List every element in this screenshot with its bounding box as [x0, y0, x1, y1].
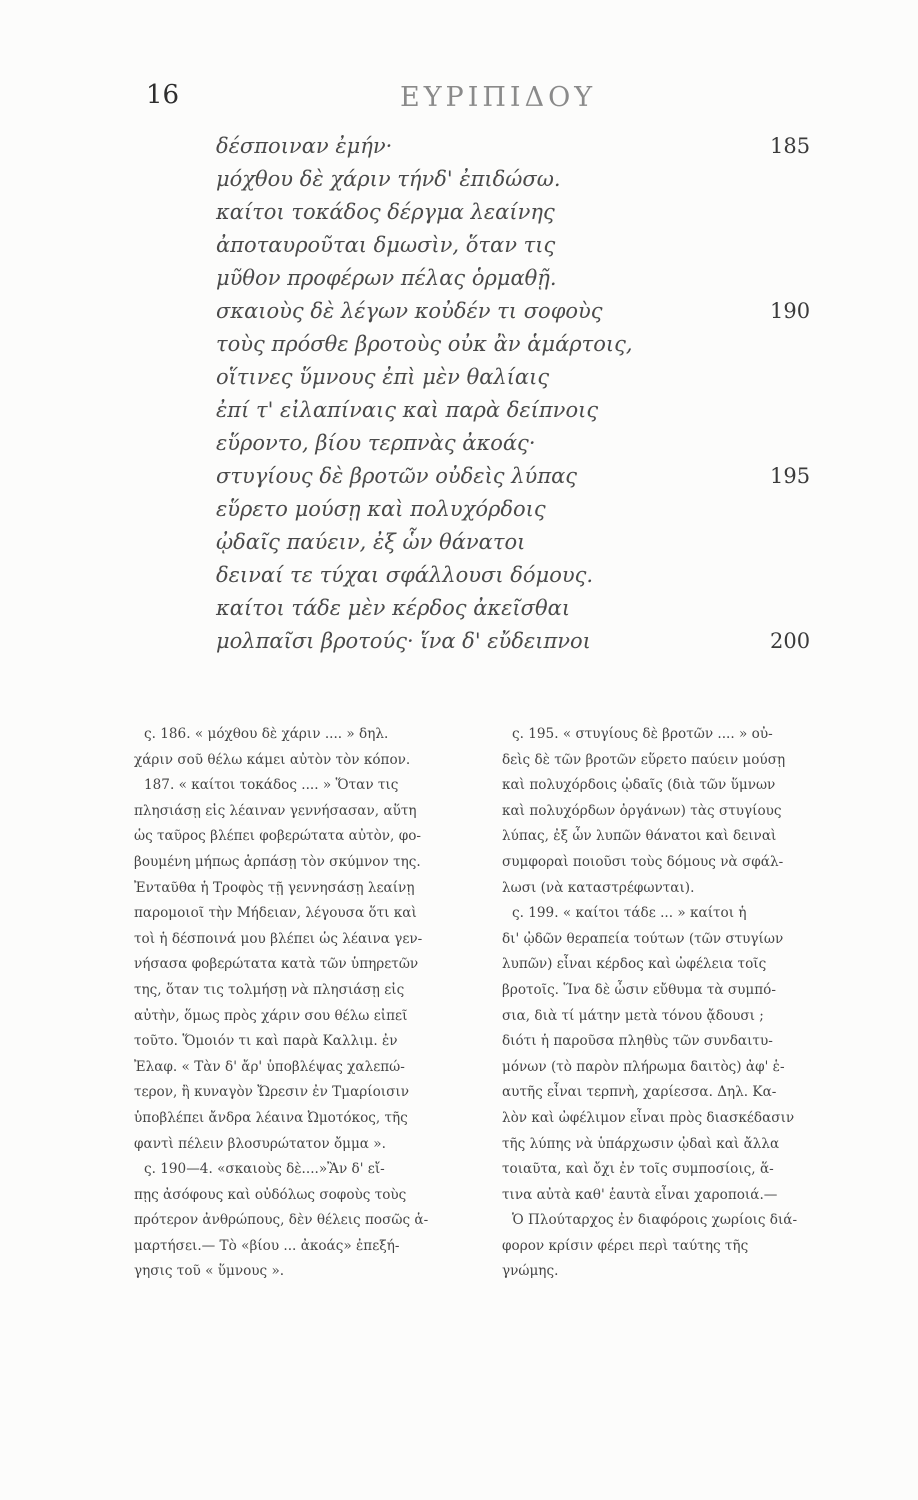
verse-text: ἀποταυροῦται δμωσὶν, ὅταν τις: [216, 233, 556, 257]
note-line: 187. « καίτοι τοκάδος .... » Ὅταν τις: [144, 777, 399, 794]
note-line: πῃς ἀσόφους καὶ οὐδόλως σοφοὺς τοὺς: [134, 1186, 407, 1203]
note-line: διότι ἡ παροῦσα πληθὺς τῶν συνδαιτυ-: [502, 1033, 773, 1050]
verse-line: [216, 196, 836, 229]
notes-column-right: [502, 722, 842, 1285]
note-line: της, ὅταν τις τολμήσῃ νὰ πλησιάσῃ εἰς: [134, 981, 405, 998]
note-line: ὡς ταῦρος βλέπει φοβερώτατα αὐτὸν, φο-: [134, 828, 421, 845]
verse-line: [216, 493, 836, 526]
note-line: βροτοῖς. Ἵνα δὲ ὦσιν εὔθυμα τὰ συμπό-: [502, 981, 776, 998]
note-line: λυπῶν) εἶναι κέρδος καὶ ὠφέλεια τοῖς: [502, 956, 767, 973]
note-line: δι' ᾠδῶν θεραπεία τούτων (τῶν στυγίων: [502, 930, 784, 947]
note-line: τοὶ ἡ δέσποινά μου βλέπει ὡς λέαινα γεν-: [134, 930, 423, 947]
note-line: μαρτήσει.— Τὸ «βίου ... ἀκοάς» ἐπεξή-: [134, 1237, 400, 1254]
verse-text: μόχθου δὲ χάριν τήνδ' ἐπιδώσω.: [216, 167, 561, 191]
verse-line: [216, 625, 836, 658]
verse-text: ἐπί τ' εἰλαπίναις καὶ παρὰ δείπνοις: [216, 398, 599, 422]
verse-text: μολπαῖσι βροτούς· ἵνα δ' εὔδειπνοι: [216, 629, 591, 653]
note-line: ς. 199. « καίτοι τάδε ... » καίτοι ἡ: [512, 905, 747, 922]
note-line: φαντὶ πέλειν βλοσυρώτατον ὄμμα ».: [134, 1135, 386, 1152]
note-line: φορον κρίσιν φέρει περὶ ταύτης τῆς: [502, 1237, 749, 1254]
verse-line: [216, 361, 836, 394]
note-line: λὸν καὶ ὠφέλιμον εἶναι πρὸς διασκέδασιν: [502, 1109, 795, 1126]
note-line: πλησιάσῃ εἰς λέαιναν γεννήσασαν, αὕτη: [134, 802, 417, 819]
verse-text: δέσποιναν ἐμήν·: [216, 134, 393, 158]
note-line: τοῦτο. Ὅμοιόν τι καὶ παρὰ Καλλιμ. ἐν: [134, 1033, 398, 1050]
verse-text: καίτοι τοκάδος δέργμα λεαίνης: [216, 200, 555, 224]
note-line: παρομοιοῖ τὴν Μήδειαν, λέγουσα ὅτι καὶ: [134, 905, 417, 922]
page-header: [0, 78, 918, 118]
verse-line: [216, 427, 836, 460]
note-line: αυτῆς εἶναι τερπνὴ, χαρίεσσα. Δηλ. Κα-: [502, 1084, 777, 1101]
note-line: συμφοραὶ ποιοῦσι τοὺς δόμους νὰ σφάλ-: [502, 853, 784, 870]
verse-text: ᾠδαῖς παύειν, ἐξ ὧν θάνατοι: [216, 530, 526, 554]
note-line: καὶ πολυχόρδων ὀργάνων) τὰς στυγίους: [502, 802, 782, 819]
verse-line: [216, 229, 836, 262]
verse-line: [216, 559, 836, 592]
note-line: μόνων (τὸ παρὸν πλήρωμα δαιτὸς) ἀφ' ἑ-: [502, 1058, 785, 1075]
verse-text: στυγίους δὲ βροτῶν οὐδεὶς λύπας: [216, 464, 578, 488]
page-number: 16: [146, 80, 180, 110]
line-number: 195: [770, 464, 811, 488]
verse-line: [216, 130, 836, 163]
verse-line: [216, 163, 836, 196]
note-line: Ὁ Πλούταρχος ἐν διαφόροις χωρίοις διά-: [512, 1212, 798, 1229]
verse-line: [216, 526, 836, 559]
note-line: Ἐνταῦθα ἡ Τροφὸς τῇ γεννησάσῃ λεαίνῃ: [134, 879, 415, 896]
running-title: ΕΥΡΙΠΙΔΟΥ: [400, 82, 597, 113]
notes-column-left: [134, 722, 474, 1285]
note-line: πρότερον ἀνθρώπους, δὲν θέλεις ποσῶς ἁ-: [134, 1212, 429, 1229]
verse-line: [216, 295, 836, 328]
verse-text: καίτοι τάδε μὲν κέρδος ἀκεῖσθαι: [216, 596, 571, 620]
note-line: δεὶς δὲ τῶν βροτῶν εὕρετο παύειν μούσῃ: [502, 751, 786, 768]
line-number: 185: [770, 134, 811, 158]
verse-line: [216, 460, 836, 493]
verse-line: [216, 394, 836, 427]
line-number: 190: [770, 299, 811, 323]
note-line: χάριν σοῦ θέλω κάμει αὐτὸν τὸν κόπον.: [134, 751, 411, 768]
note-line: γνώμης.: [502, 1263, 559, 1280]
verse-text: εὕροντο, βίου τερπνὰς ἀκοάς·: [216, 431, 536, 455]
verse-line: [216, 592, 836, 625]
verse-block: [216, 130, 836, 658]
note-line: γησις τοῦ « ὕμνους ».: [134, 1263, 285, 1280]
note-line: Ἐλαφ. « Τὰν δ' ἄρ' ὑποβλέψας χαλεπώ-: [134, 1058, 405, 1075]
note-line: ς. 190—4. «σκαιοὺς δὲ....»Ἂν δ' εἴ-: [144, 1161, 385, 1178]
note-line: τοιαῦτα, καὶ ὄχι ἐν τοῖς συμποσίοις, ἅ-: [502, 1161, 774, 1178]
note-line: ς. 186. « μόχθου δὲ χάριν .... » δηλ.: [144, 726, 389, 742]
verse-text: οἵτινες ὕμνους ἐπὶ μὲν θαλίαις: [216, 365, 550, 389]
note-line: νήσασα φοβερώτατα κατὰ τῶν ὑπηρετῶν: [134, 956, 419, 973]
note-line: βουμένη μήπως ἁρπάσῃ τὸν σκύμνον της.: [134, 853, 421, 870]
verse-text: σκαιοὺς δὲ λέγων κοὐδέν τι σοφοὺς: [216, 299, 603, 323]
verse-text: εὕρετο μούσῃ καὶ πολυχόρδοις: [216, 497, 546, 521]
verse-line: [216, 328, 836, 361]
note-line: λύπας, ἐξ ὧν λυπῶν θάνατοι καὶ δειναὶ: [502, 828, 777, 845]
note-line: τερον, ἢ κυναγὸν Ὤρεσιν ἐν Τμαρίοισιν: [134, 1084, 409, 1101]
line-number: 200: [770, 629, 811, 653]
note-line: λωσι (νὰ καταστρέφωνται).: [502, 879, 695, 896]
verse-text: τοὺς πρόσθε βροτοὺς οὐκ ἂν ἁμάρτοις,: [216, 332, 633, 356]
note-line: τῆς λύπης νὰ ὑπάρχωσιν ᾠδαὶ καὶ ἄλλα: [502, 1135, 780, 1152]
note-line: σια, διὰ τί μάτην μετὰ τόνου ᾄδουσι ;: [502, 1007, 764, 1024]
verse-text: δειναί τε τύχαι σφάλλουσι δόμους.: [216, 563, 594, 587]
note-line: τινα αὐτὰ καθ' ἑαυτὰ εἶναι χαροποιά.—: [502, 1186, 778, 1203]
note-line: καὶ πολυχόρδοις ᾠδαῖς (διὰ τῶν ὕμνων: [502, 777, 776, 794]
note-line: αὐτὴν, ὅμως πρὸς χάριν σου θέλω εἰπεῖ: [134, 1007, 408, 1024]
verse-line: [216, 262, 836, 295]
note-line: ὑποβλέπει ἄνδρα λέαινα Ὠμοτόκος, τῆς: [134, 1109, 408, 1126]
note-line: ς. 195. « στυγίους δὲ βροτῶν .... » οὐ-: [512, 726, 773, 742]
verse-text: μῦθον προφέρων πέλας ὁρμαθῇ.: [216, 266, 557, 290]
